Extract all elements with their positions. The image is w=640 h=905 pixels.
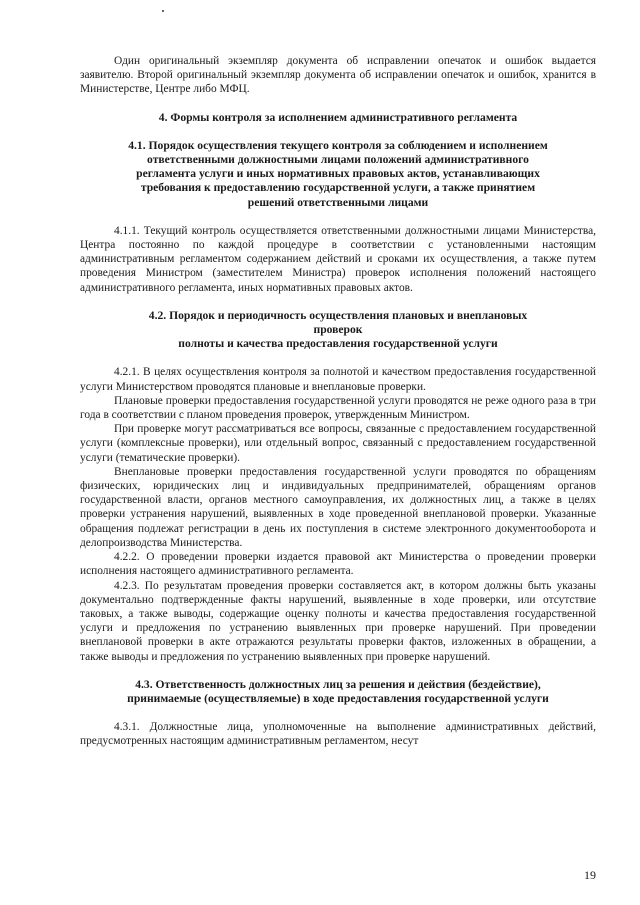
heading-4-3-line-2: принимаемые (осуществляемые) в ходе предоставления государственной услуги (127, 691, 549, 705)
heading-4-1-line-5: решений ответственными лицами (247, 195, 429, 209)
paragraph-4-2-2: 4.2.2. О проведении проверки издается правовой акт Министерства о проведении проверки исполнения настоящего административного регламента. (80, 551, 596, 578)
heading-4-1-line-2: ответственными должностными лицами положений административного (147, 153, 529, 167)
heading-4-2 (80, 309, 596, 352)
paragraph-4-2-3: 4.2.3. По результатам проведения проверки составляется акт, в котором должны быть указаны документально подтвержденные факты нарушений, выявленные в ходе проверки, или отсутствие таковых, а также выводы, содержащие оценку полноты и качества предоставления государственной услуги и предложения по устранению выявленных при проверке нарушений. При проведении внеплановой проверки в акте отражаются результаты проверки фактов, изложенных в обращении, а также выводы и предложения по устранению выявленных при проверке нарушений. (80, 579, 596, 663)
heading-4-1-line-3: регламента услуги и иных нормативных правовых актов, устанавливающих (136, 167, 540, 181)
paragraph-intro: Один оригинальный экземпляр документа об исправлении опечаток и ошибок выдается заявителю. Второй оригинальный экземпляр документа об исправлении опечаток и ошибок, хранится в Министерстве, Центре либо МФЦ. (80, 55, 596, 96)
paragraph-planned-checks: Плановые проверки предоставления государственной услуги проводятся не реже одного раза в три года в соответствии с планом проведения проверок, утвержденным Министром. (80, 394, 596, 422)
heading-4-2-line-2: проверок (313, 323, 363, 337)
paragraph-unplanned-checks: Внеплановые проверки предоставления государственной услуги проводятся по обращениям физических, юридических лиц и индивидуальных предпринимателей, обращениям органов государственной власти, органов местного самоуправления, их должностных лиц, а также в целях проверки устранения нарушений, выявленных в ходе проведенной внеплановой проверки. Указанные обращения подлежат регистрации в день их поступления в системе электронного документооборота и делопроизводства Министерства. (80, 465, 596, 549)
heading-section-4: 4. Формы контроля за исполнением административного регламента (158, 110, 518, 124)
heading-4-2-line-1: 4.2. Порядок и периодичность осуществления плановых и внеплановых (148, 308, 528, 322)
page-content (80, 54, 596, 749)
paragraph-4-1-1: 4.1.1. Текущий контроль осуществляется ответственными должностными лицами Министерства, Центра постоянно по каждой процедуре в соответствии с установленными настоящим административным регламентом содержанием действий и сроками их осуществления, а также путем проведения Министром (заместителем Министра) проверок исполнения положений настоящего административного регламента, иных нормативных правовых актов. (80, 224, 596, 294)
heading-4-1-line-4: требования к предоставлению государственной услуги, а также принятием (140, 181, 536, 195)
page-number: 19 (584, 868, 596, 882)
paragraph-4-2-1: 4.2.1. В целях осуществления контроля за полнотой и качеством предоставления государственной услуги Министерством проводятся плановые и внеплановые проверки. (80, 366, 596, 393)
heading-4-1-line-1: 4.1. Порядок осуществления текущего контроля за соблюдением и исполнением (128, 138, 548, 152)
heading-4-2-line-3: полноты и качества предоставления государственной услуги (178, 337, 498, 351)
paragraph-check-scope: При проверке могут рассматриваться все вопросы, связанные с предоставлением государственной услуги (комплексные проверки), или отдельный вопрос, связанный с предоставлением государственной услуги (тематические проверки). (80, 423, 596, 464)
scan-speck (162, 10, 164, 12)
paragraph-4-3-1: 4.3.1. Должностные лица, уполномоченные на выполнение административных действий, предусмотренных настоящим административным регламентом, несут (80, 721, 596, 748)
heading-4-3 (80, 678, 596, 706)
heading-4-3-line-1: 4.3. Ответственность должностных лиц за решения и действия (бездействие), (135, 677, 541, 691)
heading-4-1 (80, 139, 596, 210)
